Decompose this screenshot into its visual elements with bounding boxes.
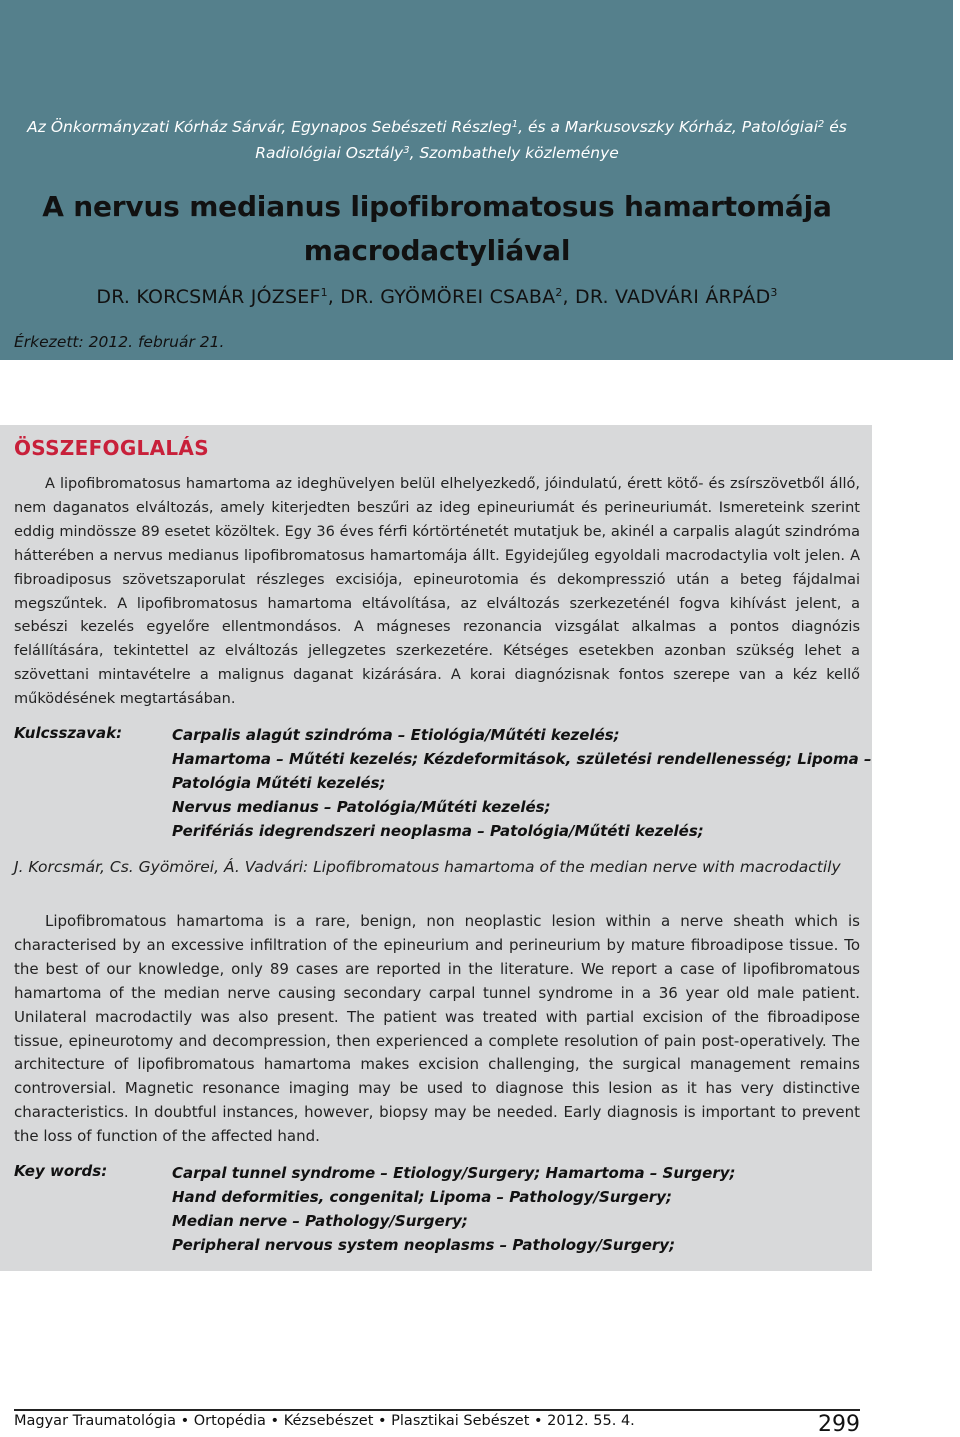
keyword-line: Peripheral nervous system neoplasms – Pathology/Surgery; [172,1235,676,1254]
summary-heading: ÖSSZEFOGLALÁS [14,436,209,460]
article-title-line-1: A nervus medianus lipofibromatosus hamartomája [42,190,832,223]
keyword-line: Nervus medianus – Patológia/Műtéti kezelés; [172,797,551,816]
affiliation [14,114,860,166]
received-date: Érkezett: 2012. február 21. [14,333,225,351]
english-title-line: J. Korcsmár, Cs. Gyömörei, Á. Vadvári: Lipofibromatous hamartoma of the median nerve with macrodactily [14,858,841,876]
author-list: DR. KORCSMÁR JÓZSEF$^1$, DR. GYÖMÖREI CSABA$^2$, DR. VADVÁRI ÁRPÁD$^3$ [96,286,778,308]
keyword-line: Carpal tunnel syndrome – Etiology/Surgery; Hamartoma – Surgery; [172,1164,736,1182]
hungarian-abstract: A lipofibromatosus hamartoma az ideghüvelyen belül elhelyezkedő, jóindulatú, érett kötő- és zsírszövetből álló, nem daganatos elváltozás, amely kiterjedten beszűri az ideg epineuriumát és perineuriumát. Ismereteink szerint eddig mindössze 89 esetet közöltek. Egy 36 éves férfi kórtörténetét mutatjuk be, akinél a carpalis alagút szindróma hátterében a nervus medianus lipofibromatosus hamartomája állt. Egyidejűleg egyoldali macrodactylia volt jelen. A fibroadiposus szövetszaporulat részleges excisiója, epineurotomia és dekompresszió után a beteg fájdalmai megszűntek. A lipofibromatosus hamartoma eltávolítása, az elváltozás szerkezeténél fogva kihívást jelent, a sebészi kezelés egyelőre ellentmondásos. A mágneses rezonancia vizsgálat alkalmas a pontos diagnózis felállítására, tekintettel az elváltozás jellegzetes szerkezetére. Kétséges esetekben azonban szükség lehet a szövettani mintavételre a malignus daganat kizárására. A korai diagnózisnak fontos szerepe van a kéz kellő működésének megtartásában. [14,476,860,708]
article-title-line-2: macrodactyliával [303,234,571,267]
keyword-line: Hamartoma – Műtéti kezelés; Kézdeformitások, születési rendellenesség; Lipoma – [172,749,872,768]
english-keywords [172,1162,862,1258]
english-abstract: Lipofibromatous hamartoma is a rare, benign, non neoplastic lesion within a nerve sheath which is characterised by an excessive infiltration of the epineurium and perineurium by mature fibroadipose tissue. To the best of our knowledge, only 89 cases are reported in the literature. We report a case of lipofibromatous hamartoma of the median nerve causing secondary carpal tunnel syndrome in a 36 year old male patient. Unilateral macrodactily was also present. The patient was treated with partial excision of the fibroadipose tissue, epineurotomy and decompression, then experienced a complete resolution of pain post-operatively. The architecture of lipofibromatous hamartoma makes excision challenging, the surgical management remains controversial. Magnetic resonance imaging may be used to diagnose this lesion as it has very distinctive characteristics. In doubtful instances, however, biopsy may be needed. Early diagnosis is important to prevent the loss of function of the affected hand. [14,912,860,1146]
page-number: 299 [818,1412,860,1437]
hungarian-keywords [172,724,872,844]
keyword-line: Patológia Műtéti kezelés; [172,773,386,792]
keyword-line: Perifériás idegrendszeri neoplasma – Patológia/Műtéti kezelés; [172,821,704,840]
english-keywords-label: Key words: [14,1162,108,1180]
footer-rule [14,1409,860,1411]
keyword-line: Median nerve – Pathology/Surgery; [172,1211,468,1230]
keyword-line: Hand deformities, congenital; Lipoma – Pathology/Surgery; [172,1187,672,1206]
affiliation-line-2: Radiológiai Osztály$^3$, Szombathely közleménye [255,144,619,162]
journal-citation: Magyar Traumatológia • Ortopédia • Kézsebészet • Plasztikai Sebészet • 2012. 55. 4. [14,1413,635,1429]
affiliation-line-1: Az Önkormányzati Kórház Sárvár, Egynapos Sebészeti Részleg$^1$, és a Markusovszky Kórház, Patológiai$^2$ és [27,118,847,136]
hungarian-keywords-label: Kulcsszavak: [14,724,123,742]
keyword-line: Carpalis alagút szindróma – Etiológia/Műtéti kezelés; [172,726,620,744]
article-header-banner [0,0,953,360]
article-title [14,185,860,273]
